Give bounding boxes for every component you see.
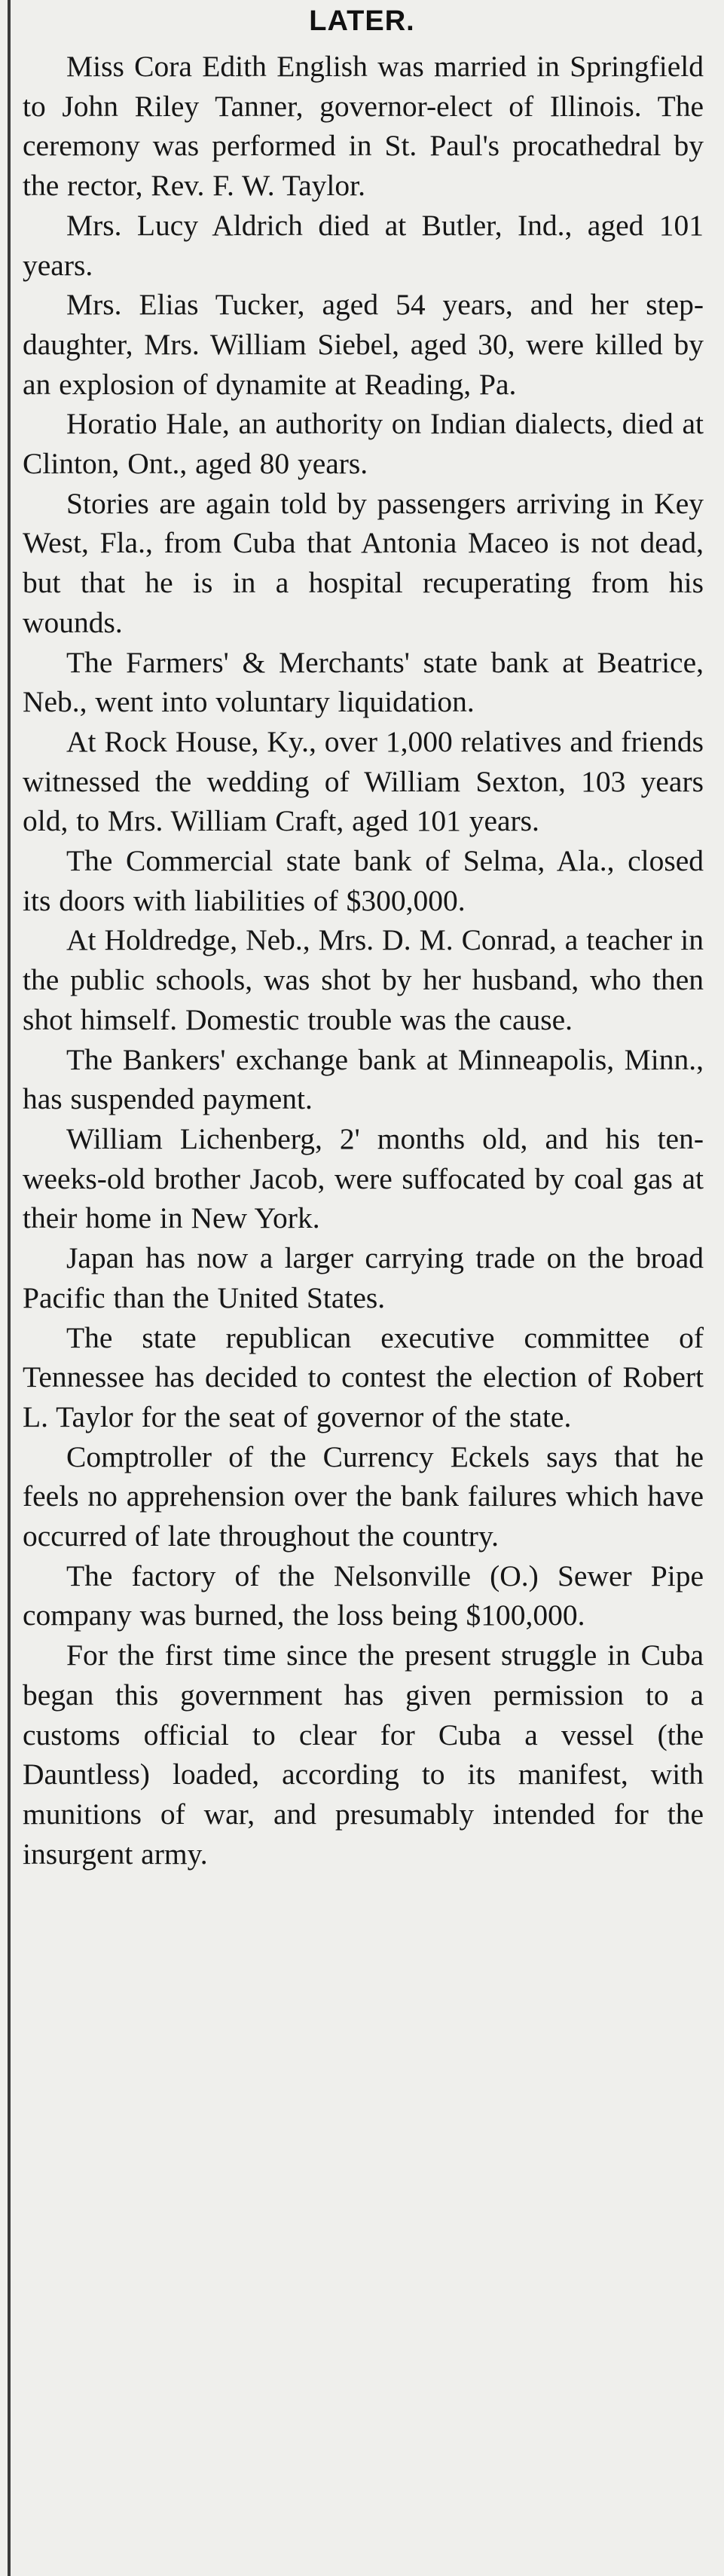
news-item-tanner-wedding: Miss Cora Edith English was married in Springfield to John Riley Tanner, governor-elect of Illinois. The ceremony was performed in St. Paul's procathedral by the rector, Rev. F. W. Taylor. xyxy=(23,50,704,203)
headline: LATER. xyxy=(309,5,415,37)
news-item-eckels: Comptroller of the Currency Eckels says that he feels no apprehension over the bank failures which have occurred of late throughout the country. xyxy=(23,1439,704,1553)
news-item-coal-gas: William Lichenberg, 2' months old, and his ten-weeks-old brother Jacob, were suffocated by coal gas at their home in New York. xyxy=(23,1121,704,1235)
news-item-holdredge-shooting: At Holdredge, Neb., Mrs. D. M. Conrad, a teacher in the public schools, was shot by her husband, who then shot himself. Domestic trouble was the cause. xyxy=(23,923,704,1036)
news-item-sexton-wedding: At Rock House, Ky., over 1,000 relatives and friends witnessed the wedding of William Sexton, 103 years old, to Mrs. William Craft, aged 101 years. xyxy=(23,724,704,838)
news-item-dauntless: For the first time since the present struggle in Cuba began this government has given permission to a customs official to clear for Cuba a vessel (the Dauntless) loaded, according to its manifest, with munitions of war, and presumably intended for the insurgent army. xyxy=(23,1638,704,1871)
news-column xyxy=(23,47,704,1874)
news-item-sewer-pipe-fire: The factory of the Nelsonville (O.) Sewer Pipe company was burned, the loss being $100,000. xyxy=(23,1559,704,1632)
news-item-tennessee-contest: The state republican executive committee of Tennessee has decided to contest the election of Robert L. Taylor for the seat of governor of the state. xyxy=(23,1320,704,1433)
news-item-aldrich-death: Mrs. Lucy Aldrich died at Butler, Ind., aged 101 years. xyxy=(23,208,704,282)
news-item-maceo-stories: Stories are again told by passengers arriving in Key West, Fla., from Cuba that Antonia Maceo is not dead, but that he is in a hospital recuperating from his wounds. xyxy=(23,486,704,639)
news-item-hale-death: Horatio Hale, an authority on Indian dialects, died at Clinton, Ont., aged 80 years. xyxy=(23,407,704,481)
news-item-beatrice-bank: The Farmers' & Merchants' state bank at Beatrice, Neb., went into voluntary liquidation. xyxy=(23,645,704,719)
column-rule xyxy=(8,0,11,2576)
news-item-pacific-trade: Japan has now a larger carrying trade on the broad Pacific than the United States. xyxy=(23,1241,704,1314)
news-item-minneapolis-bank: The Bankers' exchange bank at Minneapolis, Minn., has suspended payment. xyxy=(23,1042,704,1116)
news-item-dynamite-explosion: Mrs. Elias Tucker, aged 54 years, and her step-daughter, Mrs. William Siebel, aged 30, were killed by an explosion of dynamite at Reading, Pa. xyxy=(23,288,704,401)
news-item-selma-bank: The Commercial state bank of Selma, Ala., closed its doors with liabilities of $300,000. xyxy=(23,844,704,917)
